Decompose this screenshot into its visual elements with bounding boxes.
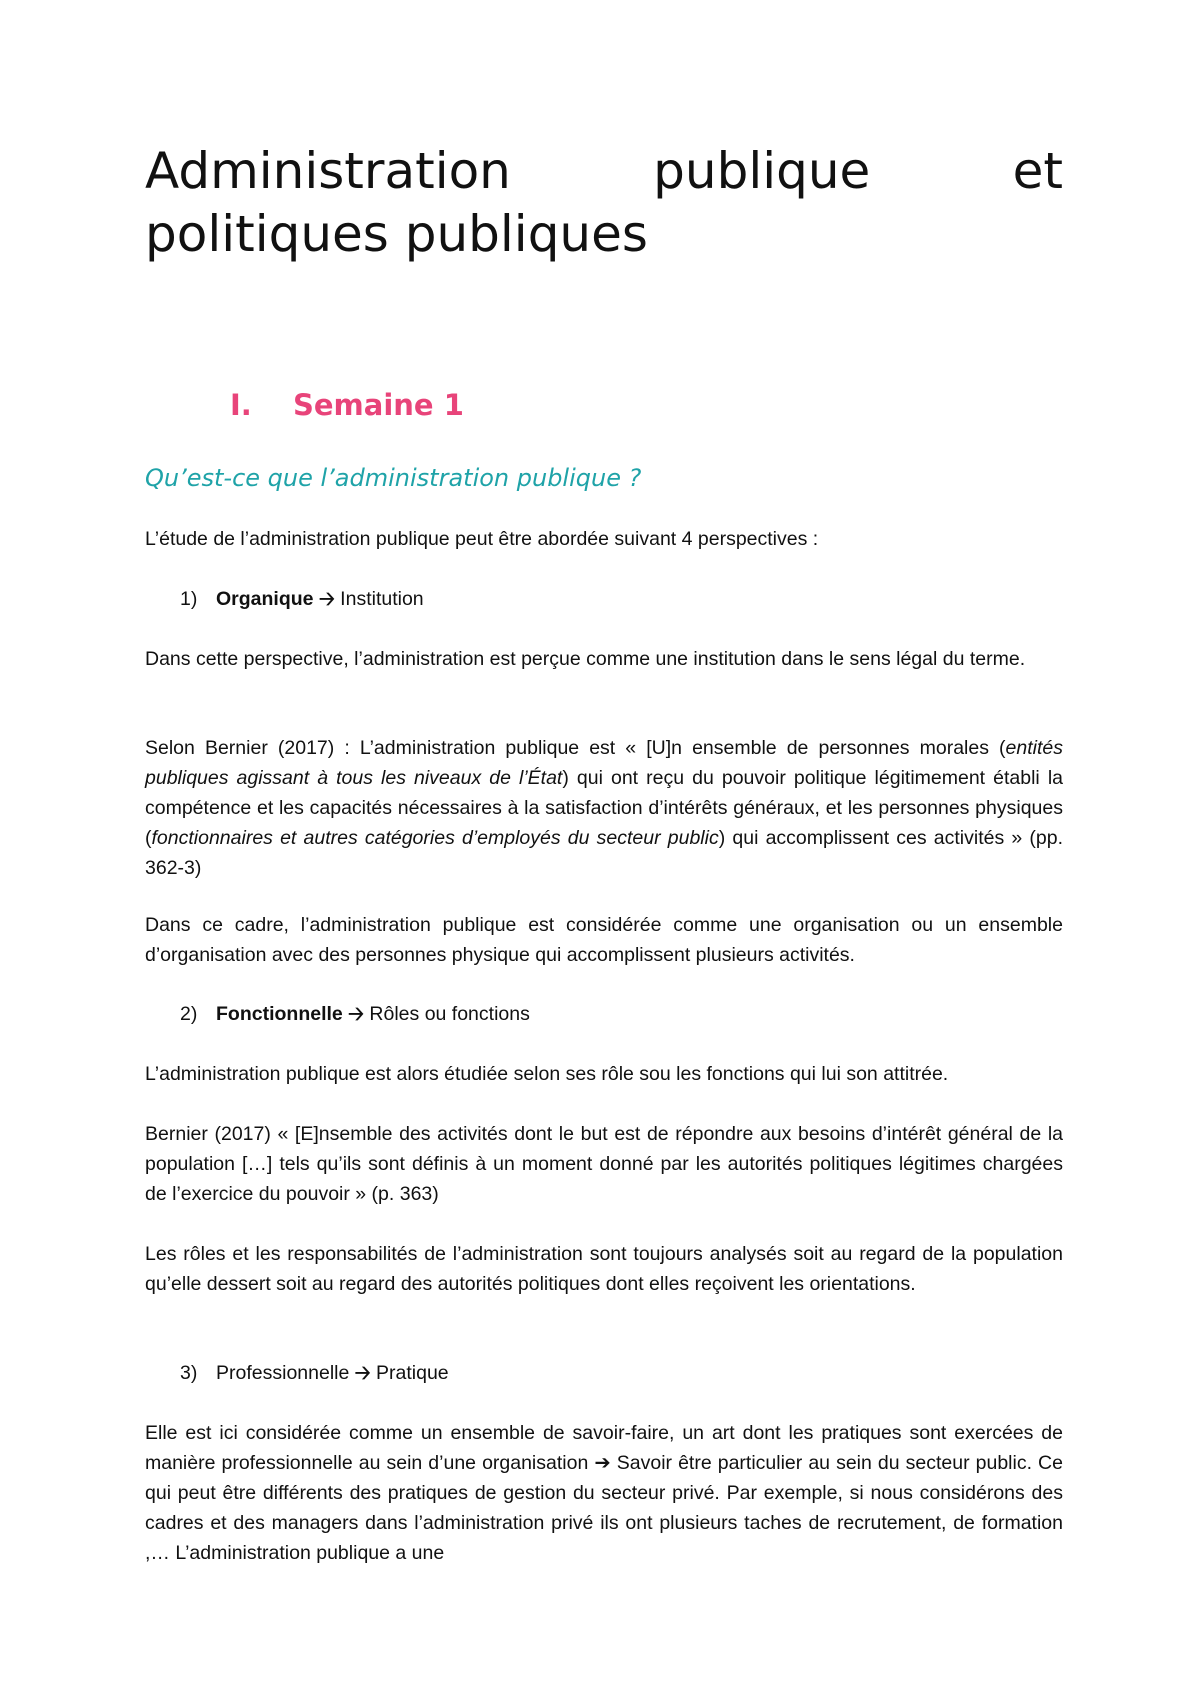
section-number: I. [230,388,252,422]
paragraph [145,1418,1063,1568]
list-item-2 [180,999,530,1029]
italic-run: fonctionnaires et autres catégories d’employés du secteur public [151,827,719,849]
title-word: publique [653,142,871,200]
section-label: Semaine 1 [293,388,464,422]
list-item-text: Institution [334,588,424,610]
paragraph: Les rôles et les responsabilités de l’administration sont toujours analysés soit au regard de la population qu’elle dessert soit au regard des autorités politiques dont elles reçoivent les orientations. [145,1243,1063,1295]
text-run: ) qui ont reçu du pouvoir politique légitimement établi la compétence et les capacités nécessaires à la satisfaction d’intérêts généraux, et les personnes physiques ( [145,767,1063,849]
list-number: 3) [180,1362,198,1384]
text-run: Savoir être particulier au sein du secteur public. Ce qui peut être différents des pratiques de gestion du secteur privé. Par exemple, si nous considérons des cadres et des managers dans l’administration privé ils ont plusieurs taches de recrutement, de formation ,… L’administration publique a une [145,1452,1063,1564]
list-number: 2) [180,1003,198,1025]
text-run: Elle est ici considérée comme un ensemble de savoir-faire, un art dont les pratiques sont exercées de manière professionnelle au sein d’une organisation [145,1422,1063,1474]
list-number: 1) [180,588,198,610]
italic-run: entités publiques agissant à tous les niveaux de l’État [145,737,1063,789]
arrow-right-icon: ➔ [594,1451,611,1474]
text-run: ) qui accomplissent ces activités » (pp. 362-3) [145,827,1064,879]
subsection-heading: Qu’est-ce que l’administration publique ? [145,464,642,492]
list-item-bold: Organique [216,588,314,610]
arrow-right-icon: 🡢 [318,587,335,610]
list-item-bold: Fonctionnelle [216,1003,343,1025]
paragraph-quote-1 [145,733,1063,883]
paragraph-quote-2: Bernier (2017) « [E]nsemble des activités dont le but est de répondre aux besoins d’intérêt général de la population […] tels qu’ils sont définis à un moment donné par les autorités politiques légitimes chargées de l’exercice du pouvoir » (p. 363) [145,1123,1063,1205]
paragraph: L’administration publique est alors étudiée selon ses rôle sou les fonctions qui lui son attitrée. [145,1063,949,1085]
title-line-2: politiques publiques [145,205,648,263]
paragraph: Dans ce cadre, l’administration publique est considérée comme une organisation ou un ensemble d’organisation avec des personnes physique qui accomplissent plusieurs activités. [145,914,1063,966]
list-item-3 [180,1358,449,1388]
list-item-1 [180,584,424,614]
title-word: Administration [145,142,511,200]
title-word: et [1012,142,1063,200]
paragraph: Dans cette perspective, l’administration est perçue comme une institution dans le sens légal du terme. [145,648,1026,670]
list-item-text: Pratique [370,1362,449,1384]
title-line-1 [145,140,1063,203]
intro-paragraph: L’étude de l’administration publique peut être abordée suivant 4 perspectives : [145,528,819,550]
list-item-text: Rôles ou fonctions [364,1003,530,1025]
arrow-right-icon: 🡢 [348,1002,364,1025]
text-run: Selon Bernier (2017) : L’administration publique est « [U]n ensemble de personnes morales ( [145,737,1006,759]
arrow-right-icon: 🡢 [354,1361,371,1384]
section-heading [230,387,464,423]
list-item-label: Professionnelle [216,1362,350,1384]
document-title [145,140,1063,266]
